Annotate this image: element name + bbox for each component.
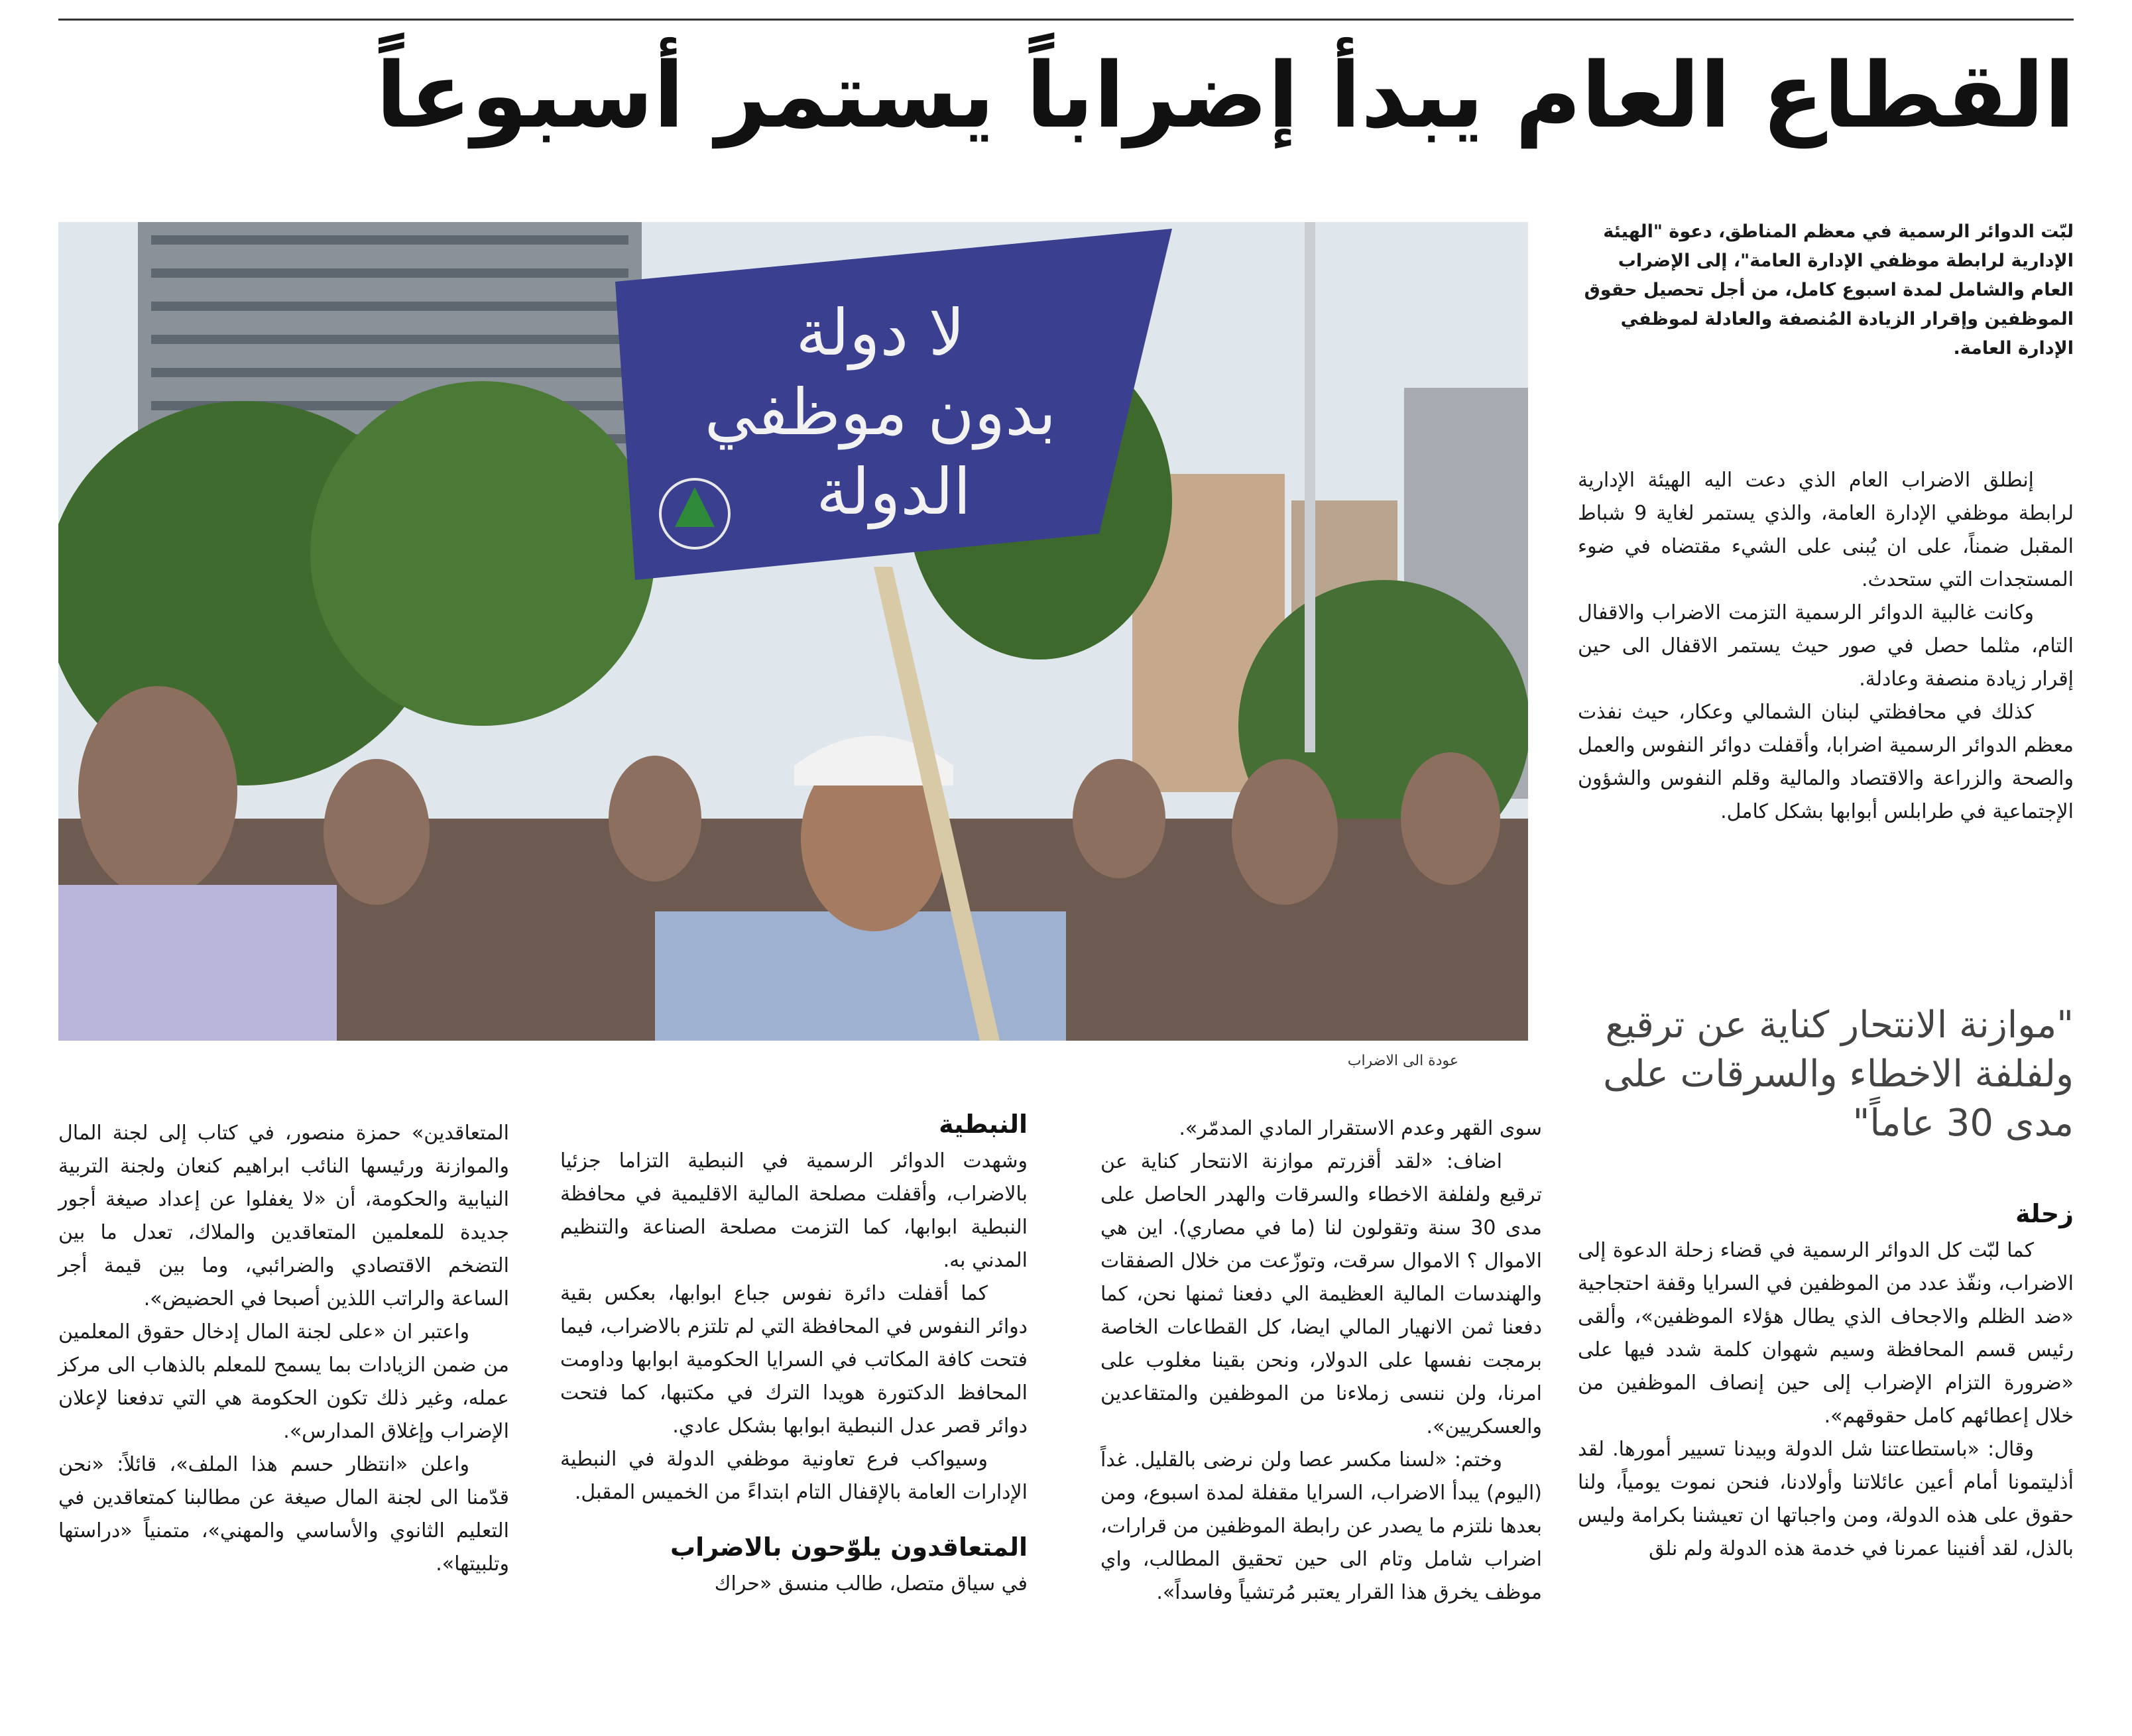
intro-paragraph-2: وكانت غالبية الدوائر الرسمية التزمت الاضراب والاقفال التام، مثلما حصل في صور حيث يستمر الاقفال الى حين إقرار زيادة منصفة وعادلة.	[1578, 601, 2074, 691]
top-rule	[58, 19, 2074, 21]
banner-line-3: الدولة	[816, 455, 971, 529]
section-heading-zahle: زحلة	[2015, 1199, 2074, 1228]
headline: القطاع العام يبدأ إضراباً يستمر أسبوعاً	[376, 44, 2075, 148]
photo-caption: عودة الى الاضراب	[1347, 1053, 1458, 1069]
column-2	[1100, 1112, 1542, 1609]
intro-paragraph-1: إنطلق الاضراب العام الذي دعت اليه الهيئة الإدارية لرابطة موظفي الإدارة العامة، والذي يستمر لغاية 9 شباط المقبل ضمناً، على ان يُبنى على الشيء مقتضاه في ضوء المستجدات التي ستحدث.	[1578, 469, 2074, 591]
intro-column	[1578, 464, 2074, 829]
banner-line-1: لا دولة	[796, 296, 965, 370]
col3-paragraph-4: في سياق متصل، طالب منسق «حراك	[714, 1572, 1028, 1595]
section-heading-nabatieh: النبطية	[939, 1110, 1028, 1139]
col3-paragraph-3: وسيواكب فرع تعاونية موظفي الدولة في النبطية الإدارات العامة بالإقفال التام ابتداءً من الخميس المقبل.	[560, 1448, 1028, 1504]
column-3	[560, 1104, 1028, 1601]
lead-paragraph: لبّت الدوائر الرسمية في معظم المناطق، دعوة "الهيئة الإدارية لرابطة موظفي الإدارة العامة"، إلى الإضراب العام والشامل لمدة اسبوع كامل، من أجل تحصيل حقوق الموظفين وإقرار الزيادة المُنصفة والعادلة لموظفي الإدارة العامة.	[1584, 221, 2074, 359]
banner-line-2: بدون موظفي	[704, 375, 1057, 449]
col2-paragraph-1: سوى القهر وعدم الاستقرار المادي المدمّر».	[1179, 1117, 1542, 1140]
intro-paragraph-3: كذلك في محافظتي لبنان الشمالي وعكار، حيث نفذت معظم الدوائر الرسمية اضرابا، وأقفلت دوائر النفوس والعمل والصحة والزراعة والاقتصاد والمالية وقلم النفوس والشؤون الإجتماعية في طرابلس أبوابها بشكل كامل.	[1578, 701, 2074, 823]
pull-quote: "موازنة الانتحار كناية عن ترقيع ولفلفة الاخطاء والسرقات على مدى 30 عاماً"	[1603, 1004, 2074, 1145]
zahle-column	[1578, 1193, 2074, 1566]
col4-paragraph-2: واعتبر ان «على لجنة المال إدخال حقوق المعلمين من ضمن الزيادات بما يسمح للمعلم بالذهاب الى مركز عمله، وغير ذلك تكون الحكومة هي التي تدفعنا لإعلان الإضراب وإغلاق المدارس».	[58, 1320, 509, 1443]
col2-paragraph-2: اضاف: «لقد أقزرتم موازنة الانتحار كناية عن ترقيع ولفلفة الاخطاء والسرقات والهدر الحاصل على مدى 30 سنة وتقولون لنا (ما في مصاري). اين هي الاموال ؟ الاموال سرقت، وتوزّعت من خلال الصفقات والهندسات المالية العظيمة الي دفعنا ثمنها نحن، كما دفعنا ثمن الانهيار المالي ايضا، كل القطاعات الخاصة برمجت نفسها على الدولار، ونحن بقينا مغلوب على امرنا، ولن ننسى زملاءنا من الموظفين والمتقاعدين والعسكريين».	[1100, 1150, 1542, 1438]
zahle-paragraph-2: وقال: «باستطاعتنا شل الدولة وبيدنا تسيير أمورها. لقد أذليتمونا أمام أعين عائلاتنا وأولادنا، فنحن نموت يومياً، ولنا حقوق على هذه الدولة، ومن واجباتها ان تعيشنا بكرامة وليس بالذل، لقد أفنينا عمرنا في خدمة هذه الدولة ولم نلق	[1578, 1438, 2074, 1560]
col2-paragraph-3: وختم: «لسنا مكسر عصا ولن نرضى بالقليل. غداً (اليوم) يبدأ الاضراب، السرايا مقفلة لمدة اسبوع، ومن بعدها نلتزم ما يصدر عن رابطة الموظفين من قرارات، اضراب شامل وتام الى حين تحقيق المطالب، واي موظف يخرق هذا القرار يعتبر مُرتشياً وفاسداً».	[1100, 1448, 1542, 1604]
column-4	[58, 1117, 509, 1581]
col4-paragraph-1: المتعاقدين» حمزة منصور، في كتاب إلى لجنة المال والموازنة ورئيسها النائب ابراهيم كنعان ولجنة التربية النيابية والحكومة، أن «لا يغفلوا عن إعداد صيغة أجور جديدة للمعلمين المتعاقدين والملاك، تعدل ما بين التضخم الاقتصادي والضرائبي، وما بين قيمة أجر الساعة والراتب اللذين أصبحا في الحضيض».	[58, 1122, 509, 1310]
col3-paragraph-1: وشهدت الدوائر الرسمية في النبطية التزاما جزئيا بالاضراب، وأقفلت مصلحة المالية الاقليمية في محافظة النبطية ابوابها، كما التزمت مصلحة الصناعة والتنظيم المدني به.	[560, 1149, 1028, 1272]
zahle-paragraph-1: كما لبّت كل الدوائر الرسمية في قضاء زحلة الدعوة إلى الاضراب، ونفّذ عدد من الموظفين في السرايا وقفة احتجاجية «ضد الظلم والاجحاف الذي يطال هؤلاء الموظفين»، وألقى رئيس قسم المحافظة وسيم شهوان كلمة شدد فيها على «ضرورة التزام الإضراب إلى حين إنصاف الموظفين من خلال إعطائهم كامل حقوقهم».	[1578, 1239, 2074, 1428]
section-heading-contractors: المتعاقدون يلوّحون بالاضراب	[670, 1533, 1028, 1562]
protest-photo	[58, 222, 1528, 1041]
col3-paragraph-2: كما أقفلت دائرة نفوس جباع ابوابها، بعكس بقية دوائر النفوس في المحافظة التي لم تلتزم بالاضراب، فيما فتحت كافة المكاتب في السرايا الحكومية ابوابها وداومت المحافظ الدكتورة هويدا الترك في مكتبها، كما فتحت دوائر قصر عدل النبطية ابوابها بشكل عادي.	[560, 1282, 1028, 1438]
col4-paragraph-3: واعلن «انتظار حسم هذا الملف»، قائلاً: «نحن قدّمنا الى لجنة المال صيغة عن مطالبنا كمتعاقدين في التعليم الثانوي والأساسي والمهني»، متمنياً «دراستها وتلبيتها».	[58, 1453, 509, 1576]
